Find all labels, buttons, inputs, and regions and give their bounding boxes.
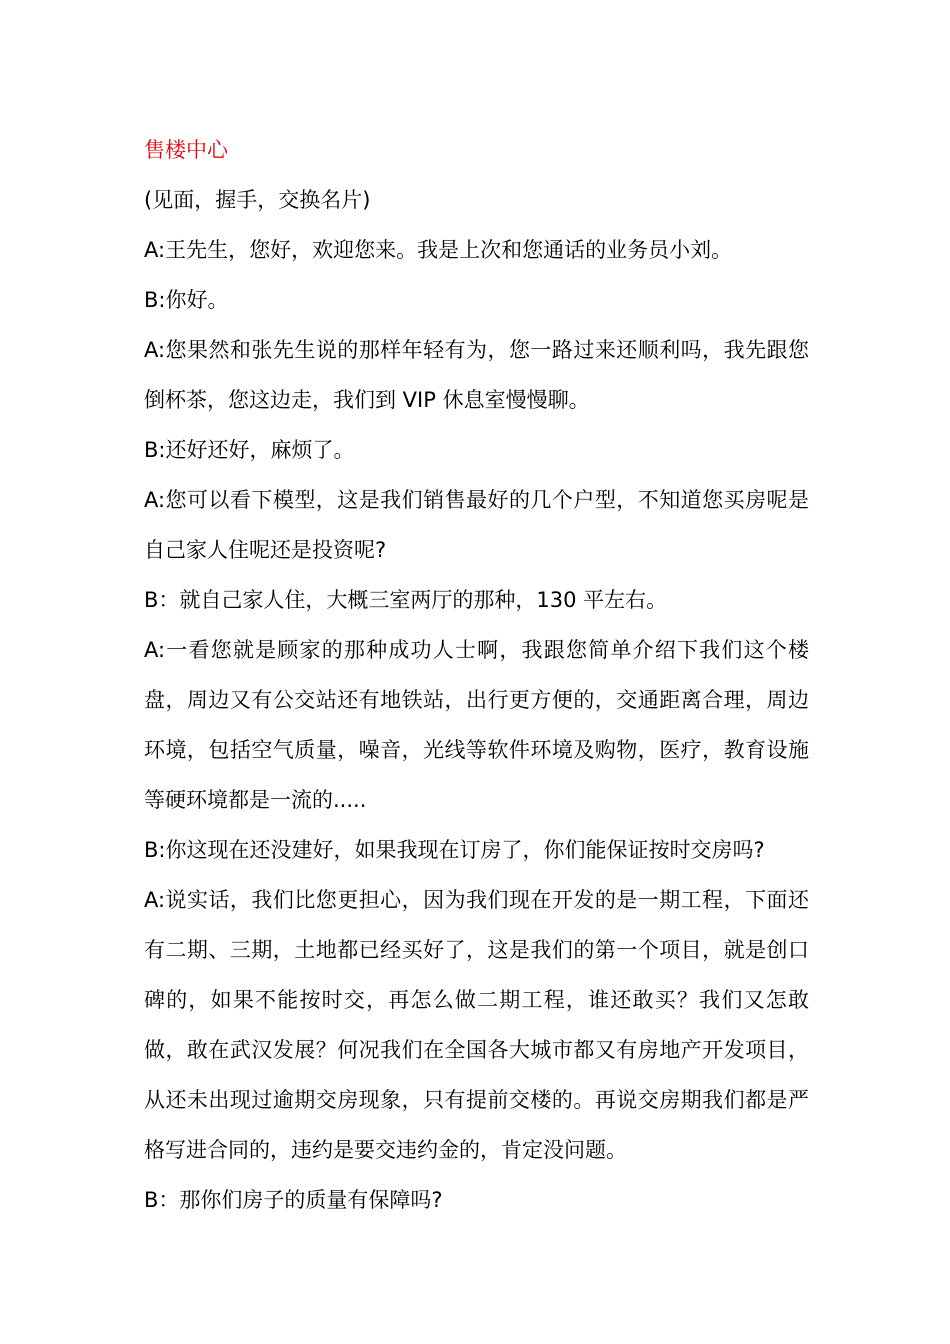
paragraph-dialogue: B:还好还好，麻烦了。 <box>144 438 355 462</box>
document-page <box>144 125 809 1225</box>
paragraph-dialogue: B：就自己家人住，大概三室两厅的那种，130 平左右。 <box>144 588 668 612</box>
paragraph-dialogue: A:一看您就是顾家的那种成功人士啊，我跟您简单介绍下我们这个楼盘，周边又有公交站还有地铁站，出行更方便的，交通距离合理，周边环境，包括空气质量，噪音，光线等软件环境及购物，医疗，教育设施等硬环境都是一流的..... <box>144 638 809 812</box>
paragraph-dialogue: A:您果然和张先生说的那样年轻有为，您一路过来还顺利吗，我先跟您倒杯茶，您这边走，我们到 VIP 休息室慢慢聊。 <box>144 338 809 412</box>
paragraph-dialogue: A:王先生，您好，欢迎您来。我是上次和您通话的业务员小刘。 <box>144 238 733 262</box>
document-heading: 售楼中心 <box>144 138 228 162</box>
paragraph-dialogue: B:你好。 <box>144 288 229 312</box>
paragraph-dialogue: B：那你们房子的质量有保障吗? <box>144 1188 443 1212</box>
paragraph-stage-direction: (见面，握手，交换名片) <box>144 188 371 212</box>
paragraph-dialogue: B:你这现在还没建好，如果我现在订房了，你们能保证按时交房吗? <box>144 838 765 862</box>
paragraph-dialogue: A:说实话，我们比您更担心，因为我们现在开发的是一期工程，下面还有二期、三期，土地都已经买好了，这是我们的第一个项目，就是创口碑的，如果不能按时交，再怎么做二期工程，谁还敢买？我们又怎敢做，敢在武汉发展？何况我们在全国各大城市都又有房地产开发项目，从还未出现过逾期交房现象，只有提前交楼的。再说交房期我们都是严格写进合同的，违约是要交违约金的，肯定没问题。 <box>144 888 809 1162</box>
paragraph-dialogue: A:您可以看下模型，这是我们销售最好的几个户型，不知道您买房呢是自己家人住呢还是投资呢? <box>144 488 809 562</box>
